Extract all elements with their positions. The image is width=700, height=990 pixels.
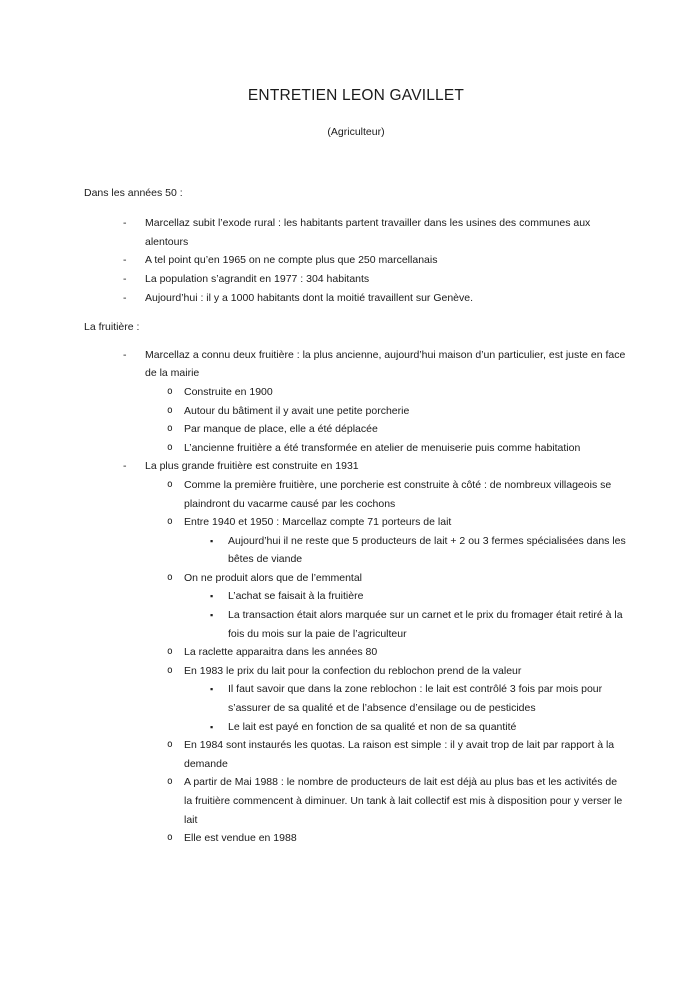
list-item-text: Aujourd’hui il ne reste que 5 producteurs de lait + 2 ou 3 fermes spécialisées dans les bêtes de viande bbox=[228, 534, 626, 566]
list-item-text: Par manque de place, elle a été déplacée bbox=[184, 423, 378, 436]
list-item bbox=[84, 346, 628, 383]
list-item-text: Il faut savoir que dans la zone reblochon : le lait est contrôlé 3 fois par mois pour s’assurer de sa qualité et de l’absence d’ensilage ou de pesticides bbox=[228, 683, 603, 715]
bullet-square-icon: ▪ bbox=[210, 591, 214, 602]
bullet-square-icon: ▪ bbox=[210, 721, 214, 732]
bullet-circle-icon: o bbox=[167, 832, 173, 844]
list-item bbox=[84, 457, 628, 476]
bullet-dash-icon: - bbox=[123, 460, 127, 473]
bullet-circle-icon: o bbox=[167, 385, 173, 397]
list-item-text: L’achat se faisait à la fruitière bbox=[228, 590, 364, 603]
list-annees-50 bbox=[84, 214, 628, 307]
bullet-circle-icon: o bbox=[167, 776, 173, 788]
bullet-square-icon: ▪ bbox=[210, 684, 214, 695]
list-item bbox=[84, 439, 628, 458]
bullet-dash-icon: - bbox=[123, 291, 127, 304]
list-item bbox=[84, 251, 628, 270]
list-item-text: La plus grande fruitière est construite en 1931 bbox=[145, 460, 359, 473]
list-item-text: La population s’agrandit en 1977 : 304 habitants bbox=[145, 272, 370, 285]
list-item-text: Autour du bâtiment il y avait une petite porcherie bbox=[184, 404, 410, 417]
bullet-circle-icon: o bbox=[167, 441, 173, 453]
bullet-dash-icon: - bbox=[123, 217, 127, 230]
bullet-dash-icon: - bbox=[123, 254, 127, 267]
section-heading-fruitiere: La fruitière : bbox=[84, 321, 140, 334]
list-item bbox=[84, 420, 628, 439]
document-subtitle: (Agriculteur) bbox=[327, 126, 385, 138]
bullet-dash-icon: - bbox=[123, 272, 127, 285]
bullet-square-icon: ▪ bbox=[210, 610, 214, 621]
bullet-circle-icon: o bbox=[167, 646, 173, 658]
list-item bbox=[84, 606, 628, 643]
list-item-text: Construite en 1900 bbox=[184, 385, 273, 398]
list-fruitiere bbox=[84, 346, 628, 848]
bullet-circle-icon: o bbox=[167, 478, 173, 490]
list-item-text: Le lait est payé en fonction de sa qualité et non de sa quantité bbox=[228, 720, 517, 733]
list-item-text: Entre 1940 et 1950 : Marcellaz compte 71 porteurs de lait bbox=[184, 516, 452, 529]
list-item-text: Comme la première fruitière, une porcherie est construite à côté : de nombreux villageois se plaindront du vacarme causé par les cochons bbox=[184, 478, 612, 510]
bullet-circle-icon: o bbox=[167, 571, 173, 583]
list-item-text: Marcellaz a connu deux fruitière : la plus ancienne, aujourd’hui maison d’un particulier, est juste en face de la mairie bbox=[145, 348, 626, 380]
bullet-circle-icon: o bbox=[167, 404, 173, 416]
list-item-text: A tel point qu’en 1965 on ne compte plus que 250 marcellanais bbox=[145, 254, 438, 267]
list-item bbox=[84, 643, 628, 662]
list-item-text: Elle est vendue en 1988 bbox=[184, 832, 297, 845]
bullet-dash-icon: - bbox=[123, 348, 127, 361]
bullet-circle-icon: o bbox=[167, 423, 173, 435]
list-item bbox=[84, 402, 628, 421]
list-item bbox=[84, 662, 628, 681]
list-item bbox=[84, 680, 628, 717]
list-item-text: La transaction était alors marquée sur un carnet et le prix du fromager était retiré à la fois du mois sur la paie de l’agriculteur bbox=[228, 609, 623, 640]
document-title: ENTRETIEN LEON GAVILLET bbox=[247, 87, 465, 104]
list-item bbox=[84, 532, 628, 569]
list-item-text: L’ancienne fruitière a été transformée en atelier de menuiserie puis comme habitation bbox=[184, 441, 581, 454]
section-heading-annees-50: Dans les années 50 : bbox=[84, 186, 183, 199]
list-item-text: La raclette apparaitra dans les années 80 bbox=[184, 646, 378, 659]
list-item bbox=[84, 383, 628, 402]
list-item-text: On ne produit alors que de l’emmental bbox=[184, 571, 363, 584]
list-item bbox=[84, 476, 628, 513]
list-item-text: Aujourd’hui : il y a 1000 habitants dont la moitié travaillent sur Genève. bbox=[145, 291, 474, 304]
list-item bbox=[84, 289, 628, 308]
list-item-text: Marcellaz subit l’exode rural : les habitants partent travailler dans les usines des communes aux alentours bbox=[145, 217, 591, 248]
list-item-text: En 1983 le prix du lait pour la confection du reblochon prend de la valeur bbox=[184, 664, 522, 677]
list-item bbox=[84, 587, 628, 606]
list-item bbox=[84, 718, 628, 737]
bullet-circle-icon: o bbox=[167, 739, 173, 751]
list-item-text: A partir de Mai 1988 : le nombre de producteurs de lait est déjà au plus bas et les activités de la fruitière commencent à diminuer. Un tank à lait collectif est mis à disposition pour y verser le lait bbox=[184, 776, 623, 826]
list-item bbox=[84, 829, 628, 848]
list-item-text: En 1984 sont instaurés les quotas. La raison est simple : il y avait trop de lait par rapport à la demande bbox=[184, 739, 615, 770]
bullet-circle-icon: o bbox=[167, 664, 173, 676]
list-item bbox=[84, 569, 628, 588]
list-item bbox=[84, 736, 628, 773]
list-item bbox=[84, 513, 628, 532]
bullet-square-icon: ▪ bbox=[210, 535, 214, 546]
list-item bbox=[84, 214, 628, 251]
list-item bbox=[84, 270, 628, 289]
list-item bbox=[84, 773, 628, 829]
bullet-circle-icon: o bbox=[167, 516, 173, 528]
